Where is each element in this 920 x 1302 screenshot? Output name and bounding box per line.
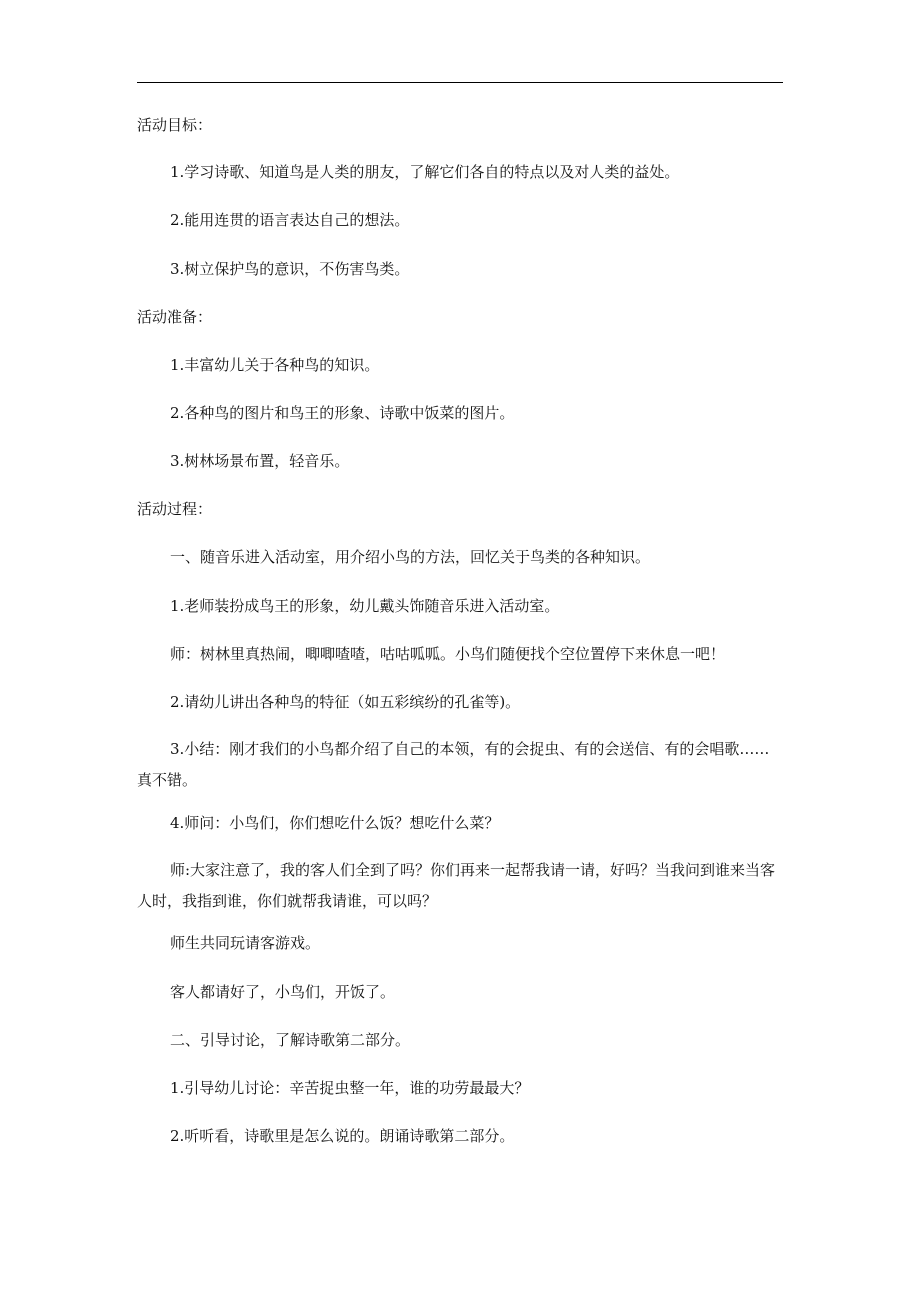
paragraph: 师生共同玩请客游戏。 <box>170 934 321 952</box>
header-rule <box>137 82 783 83</box>
paragraph: 4.师问：小鸟们，你们想吃什么饭？想吃什么菜？ <box>170 814 500 832</box>
paragraph: 3.树林场景布置，轻音乐。 <box>170 452 350 470</box>
paragraph: 2.听听看，诗歌里是怎么说的。朗诵诗歌第二部分。 <box>170 1127 515 1145</box>
heading-process: 活动过程： <box>137 500 213 518</box>
paragraph: 1.学习诗歌、知道鸟是人类的朋友，了解它们各自的特点以及对人类的益处。 <box>170 163 680 181</box>
heading-goals: 活动目标： <box>137 116 213 134</box>
paragraph: 2.各种鸟的图片和鸟王的形象、诗歌中饭菜的图片。 <box>170 404 515 422</box>
paragraph: 1.丰富幼儿关于各种鸟的知识。 <box>170 356 380 374</box>
paragraph: 客人都请好了，小鸟们，开饭了。 <box>170 983 396 1001</box>
paragraph: 师：树林里真热闹，唧唧喳喳，咕咕呱呱。小鸟们随便找个空位置停下来休息一吧！ <box>170 645 726 663</box>
paragraph: 1.引导幼儿讨论：辛苦捉虫整一年，谁的功劳最最大？ <box>170 1079 530 1097</box>
heading-preparation: 活动准备： <box>137 308 213 326</box>
paragraph: 一、随音乐进入活动室，用介绍小鸟的方法，回忆关于鸟类的各种知识。 <box>170 548 651 566</box>
paragraph: 二、引导讨论，了解诗歌第二部分。 <box>170 1031 411 1049</box>
paragraph: 3.树立保护鸟的意识，不伤害鸟类。 <box>170 260 410 278</box>
paragraph: 3.小结：刚才我们的小鸟都介绍了自己的本领，有的会捉虫、有的会送信、有的会唱歌……真不错。 <box>137 740 770 789</box>
paragraph: 1.老师装扮成鸟王的形象，幼儿戴头饰随音乐进入活动室。 <box>170 597 560 615</box>
paragraph: 师:大家注意了，我的客人们全到了吗？你们再来一起帮我请一请，好吗？当我问到谁来当客人时，我指到谁，你们就帮我请谁，可以吗？ <box>137 861 776 910</box>
paragraph: 2.能用连贯的语言表达自己的想法。 <box>170 211 410 229</box>
paragraph: 2.请幼儿讲出各种鸟的特征（如五彩缤纷的孔雀等)。 <box>170 693 521 711</box>
